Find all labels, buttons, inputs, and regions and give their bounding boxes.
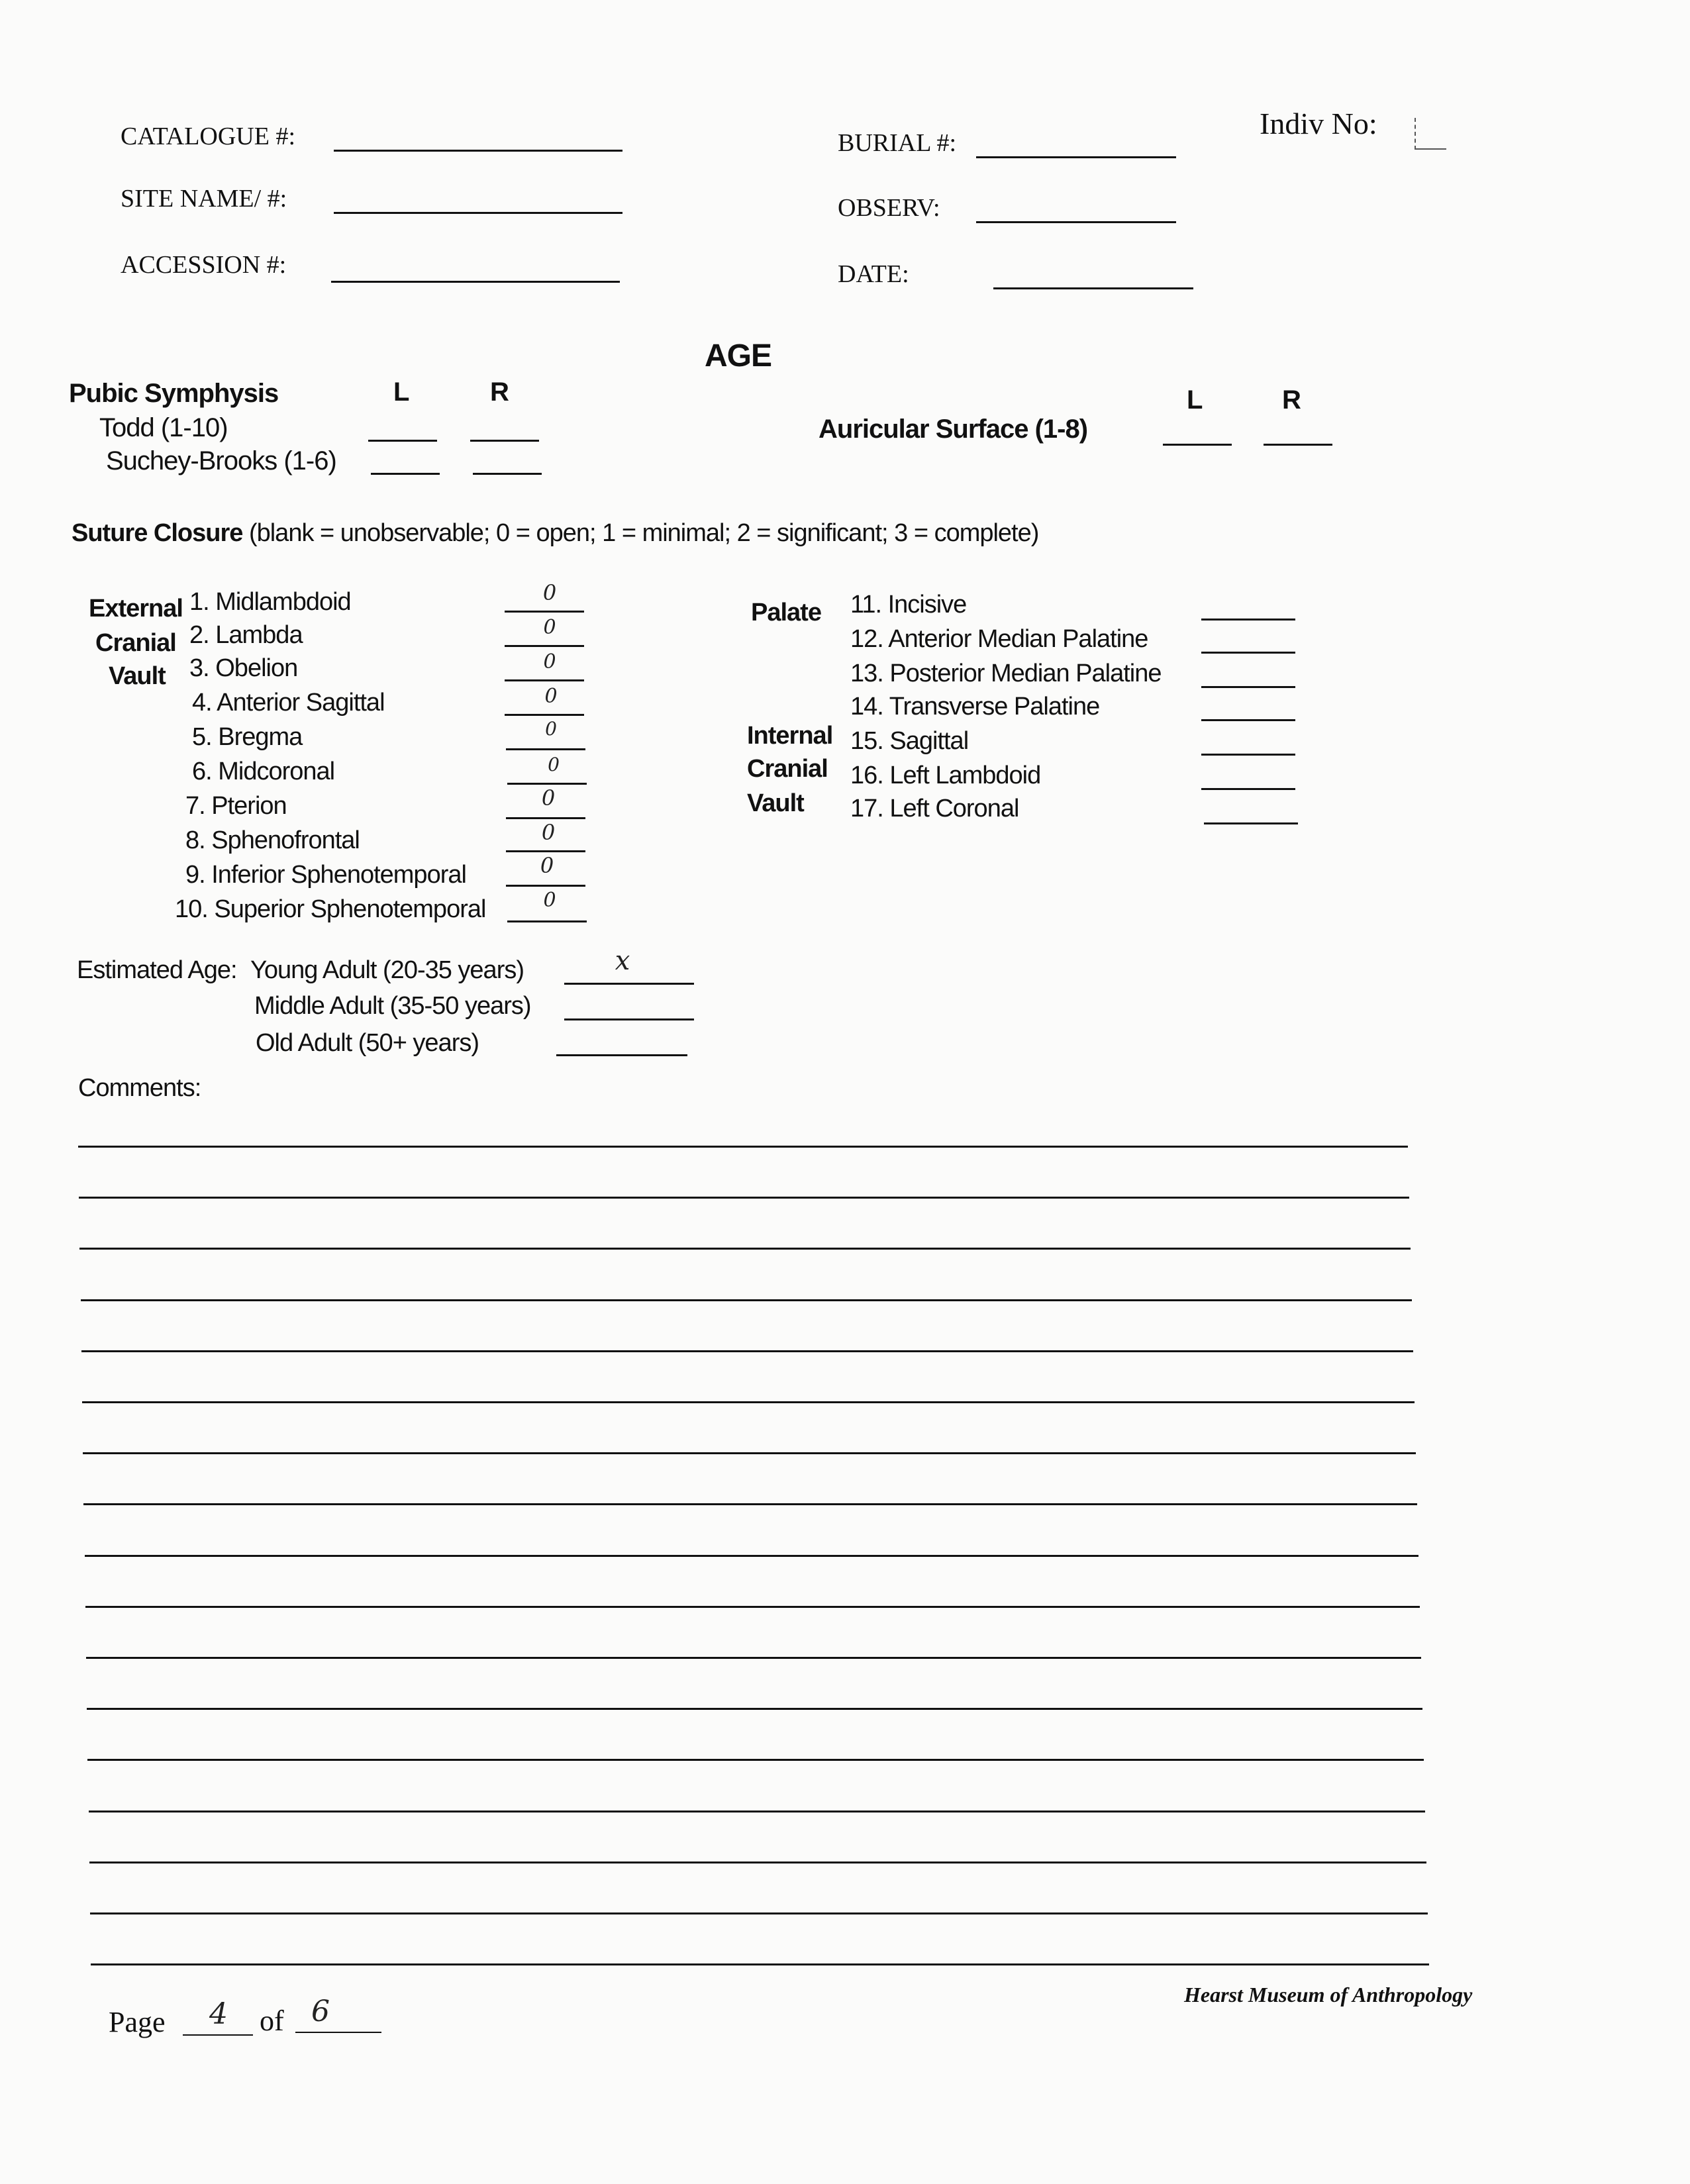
internal-label-2: Cranial xyxy=(747,755,828,783)
age-option-label: Old Adult (50+ years) xyxy=(256,1029,479,1057)
comment-line[interactable] xyxy=(79,1248,1411,1250)
comment-line[interactable] xyxy=(87,1759,1424,1761)
suture-item-field[interactable] xyxy=(507,920,587,922)
suture-item-field[interactable] xyxy=(1201,788,1295,790)
comment-line[interactable] xyxy=(89,1811,1425,1812)
comments-label: Comments: xyxy=(78,1074,201,1102)
observ-label: OBSERV: xyxy=(838,194,940,222)
comment-line[interactable] xyxy=(90,1912,1428,1914)
todd-label: Todd (1-10) xyxy=(99,413,228,442)
suture-item-label: 12. Anterior Median Palatine xyxy=(850,625,1148,653)
suture-item-label: 17. Left Coronal xyxy=(850,795,1019,822)
site-name-label: SITE NAME/ #: xyxy=(121,185,287,213)
suture-item-label: 1. Midlambdoid xyxy=(189,588,351,616)
auricular-left-field[interactable] xyxy=(1163,444,1232,446)
suture-item-label: 14. Transverse Palatine xyxy=(850,693,1100,720)
observ-field[interactable] xyxy=(976,221,1176,223)
accession-field[interactable] xyxy=(331,281,620,283)
suture-item-field[interactable] xyxy=(506,748,585,750)
todd-left-field[interactable] xyxy=(368,440,437,442)
age-option-label: Young Adult (20-35 years) xyxy=(250,956,524,984)
comment-line[interactable] xyxy=(87,1708,1422,1710)
suchey-right-field[interactable] xyxy=(473,473,542,475)
suture-item-label: 8. Sphenofrontal xyxy=(185,826,360,854)
suture-item-field[interactable] xyxy=(1201,652,1295,654)
page-number: 4 xyxy=(209,1997,228,2031)
suture-item-field[interactable] xyxy=(505,611,584,613)
age-option-mark: x xyxy=(615,946,630,976)
comment-line[interactable] xyxy=(85,1555,1418,1557)
suture-closure-legend: (blank = unobservable; 0 = open; 1 = minimal; 2 = significant; 3 = complete) xyxy=(248,519,1039,547)
suture-item-value: 0 xyxy=(542,580,557,605)
date-field[interactable] xyxy=(993,287,1193,289)
external-label-2: Cranial xyxy=(95,629,176,657)
external-label-3: Vault xyxy=(109,662,166,690)
suture-item-label: 5. Bregma xyxy=(192,723,303,751)
suture-item-value: 0 xyxy=(543,616,556,639)
suture-item-label: 13. Posterior Median Palatine xyxy=(850,660,1162,687)
suture-item-field[interactable] xyxy=(1204,822,1298,824)
comment-line[interactable] xyxy=(81,1350,1413,1352)
suture-item-value: 0 xyxy=(545,718,557,740)
page-label: Page xyxy=(109,2006,166,2038)
suture-item-field[interactable] xyxy=(505,714,584,716)
catalogue-field[interactable] xyxy=(334,150,622,152)
suture-closure-heading xyxy=(72,519,1038,548)
suture-item-label: 6. Midcoronal xyxy=(192,758,335,785)
suture-item-label: 10. Superior Sphenotemporal xyxy=(175,895,486,923)
suture-item-label: 4. Anterior Sagittal xyxy=(192,689,385,717)
comment-line[interactable] xyxy=(89,1861,1426,1863)
comment-line[interactable] xyxy=(78,1146,1408,1148)
age-option-field[interactable] xyxy=(556,1054,687,1056)
suture-item-label: 2. Lambda xyxy=(189,621,303,649)
suture-closure-title: Suture Closure xyxy=(72,519,243,547)
suture-item-field[interactable] xyxy=(505,679,584,681)
age-option-label: Middle Adult (35-50 years) xyxy=(254,992,531,1020)
date-label: DATE: xyxy=(838,260,909,288)
internal-label-3: Vault xyxy=(747,789,804,817)
pubic-symphysis-title: Pubic Symphysis xyxy=(69,379,279,408)
suture-item-value: 0 xyxy=(543,889,556,912)
external-label-1: External xyxy=(89,595,183,622)
page-total: 6 xyxy=(311,1995,330,2028)
suture-item-value: 0 xyxy=(541,820,556,845)
page-total-field[interactable] xyxy=(295,2032,381,2033)
suture-item-label: 15. Sagittal xyxy=(850,727,969,755)
of-label: of xyxy=(260,2005,284,2037)
suture-item-field[interactable] xyxy=(1201,754,1295,756)
estimated-age-label: Estimated Age: xyxy=(77,956,237,984)
age-option-field[interactable] xyxy=(564,1018,694,1020)
comment-line[interactable] xyxy=(86,1657,1421,1659)
suture-item-label: 11. Incisive xyxy=(850,591,967,619)
suture-item-field[interactable] xyxy=(505,645,584,647)
suture-item-label: 3. Obelion xyxy=(189,654,298,682)
age-option-field[interactable] xyxy=(564,983,694,985)
burial-label: BURIAL #: xyxy=(838,129,957,157)
auricular-label: Auricular Surface (1-8) xyxy=(819,415,1088,444)
comment-line[interactable] xyxy=(83,1452,1416,1454)
catalogue-label: CATALOGUE #: xyxy=(121,123,295,150)
suture-item-field[interactable] xyxy=(1201,619,1295,620)
auricular-right-field[interactable] xyxy=(1264,444,1332,446)
suture-item-field[interactable] xyxy=(506,817,585,819)
suture-item-label: 16. Left Lambdoid xyxy=(850,762,1041,789)
burial-field[interactable] xyxy=(976,156,1176,158)
museum-name: Hearst Museum of Anthropology xyxy=(1184,1983,1473,2007)
auricular-col-r: R xyxy=(1282,385,1301,415)
suture-item-field[interactable] xyxy=(1201,686,1295,688)
comment-line[interactable] xyxy=(83,1503,1417,1505)
auricular-col-l: L xyxy=(1187,385,1203,415)
suture-item-label: 9. Inferior Sphenotemporal xyxy=(185,861,466,889)
suture-item-label: 7. Pterion xyxy=(185,792,287,820)
internal-label-1: Internal xyxy=(747,722,833,750)
suchey-label: Suchey-Brooks (1-6) xyxy=(106,446,336,475)
suchey-left-field[interactable] xyxy=(371,473,440,475)
comment-line[interactable] xyxy=(91,1963,1429,1965)
indiv-no-bracket xyxy=(1415,118,1446,150)
accession-label: ACCESSION #: xyxy=(121,251,287,279)
suture-item-value: 0 xyxy=(548,754,560,775)
suture-item-value: 0 xyxy=(541,785,556,811)
suture-item-value: 0 xyxy=(540,853,554,878)
comment-line[interactable] xyxy=(82,1401,1415,1403)
pubic-col-r: R xyxy=(490,377,509,407)
suture-item-field[interactable] xyxy=(507,783,587,785)
comment-line[interactable] xyxy=(79,1197,1409,1199)
page-number-field[interactable] xyxy=(183,2034,253,2036)
suture-item-field[interactable] xyxy=(1201,719,1295,721)
palate-label: Palate xyxy=(751,599,821,626)
suture-item-field[interactable] xyxy=(506,885,585,887)
age-section-title: AGE xyxy=(705,338,772,373)
suture-item-value: 0 xyxy=(543,650,556,673)
comment-line[interactable] xyxy=(81,1299,1412,1301)
site-name-field[interactable] xyxy=(334,212,622,214)
suture-item-value: 0 xyxy=(544,685,558,708)
comment-line[interactable] xyxy=(85,1606,1420,1608)
pubic-col-l: L xyxy=(393,377,409,407)
todd-right-field[interactable] xyxy=(470,440,539,442)
indiv-no-label: Indiv No: xyxy=(1260,107,1377,140)
suture-item-field[interactable] xyxy=(506,850,585,852)
